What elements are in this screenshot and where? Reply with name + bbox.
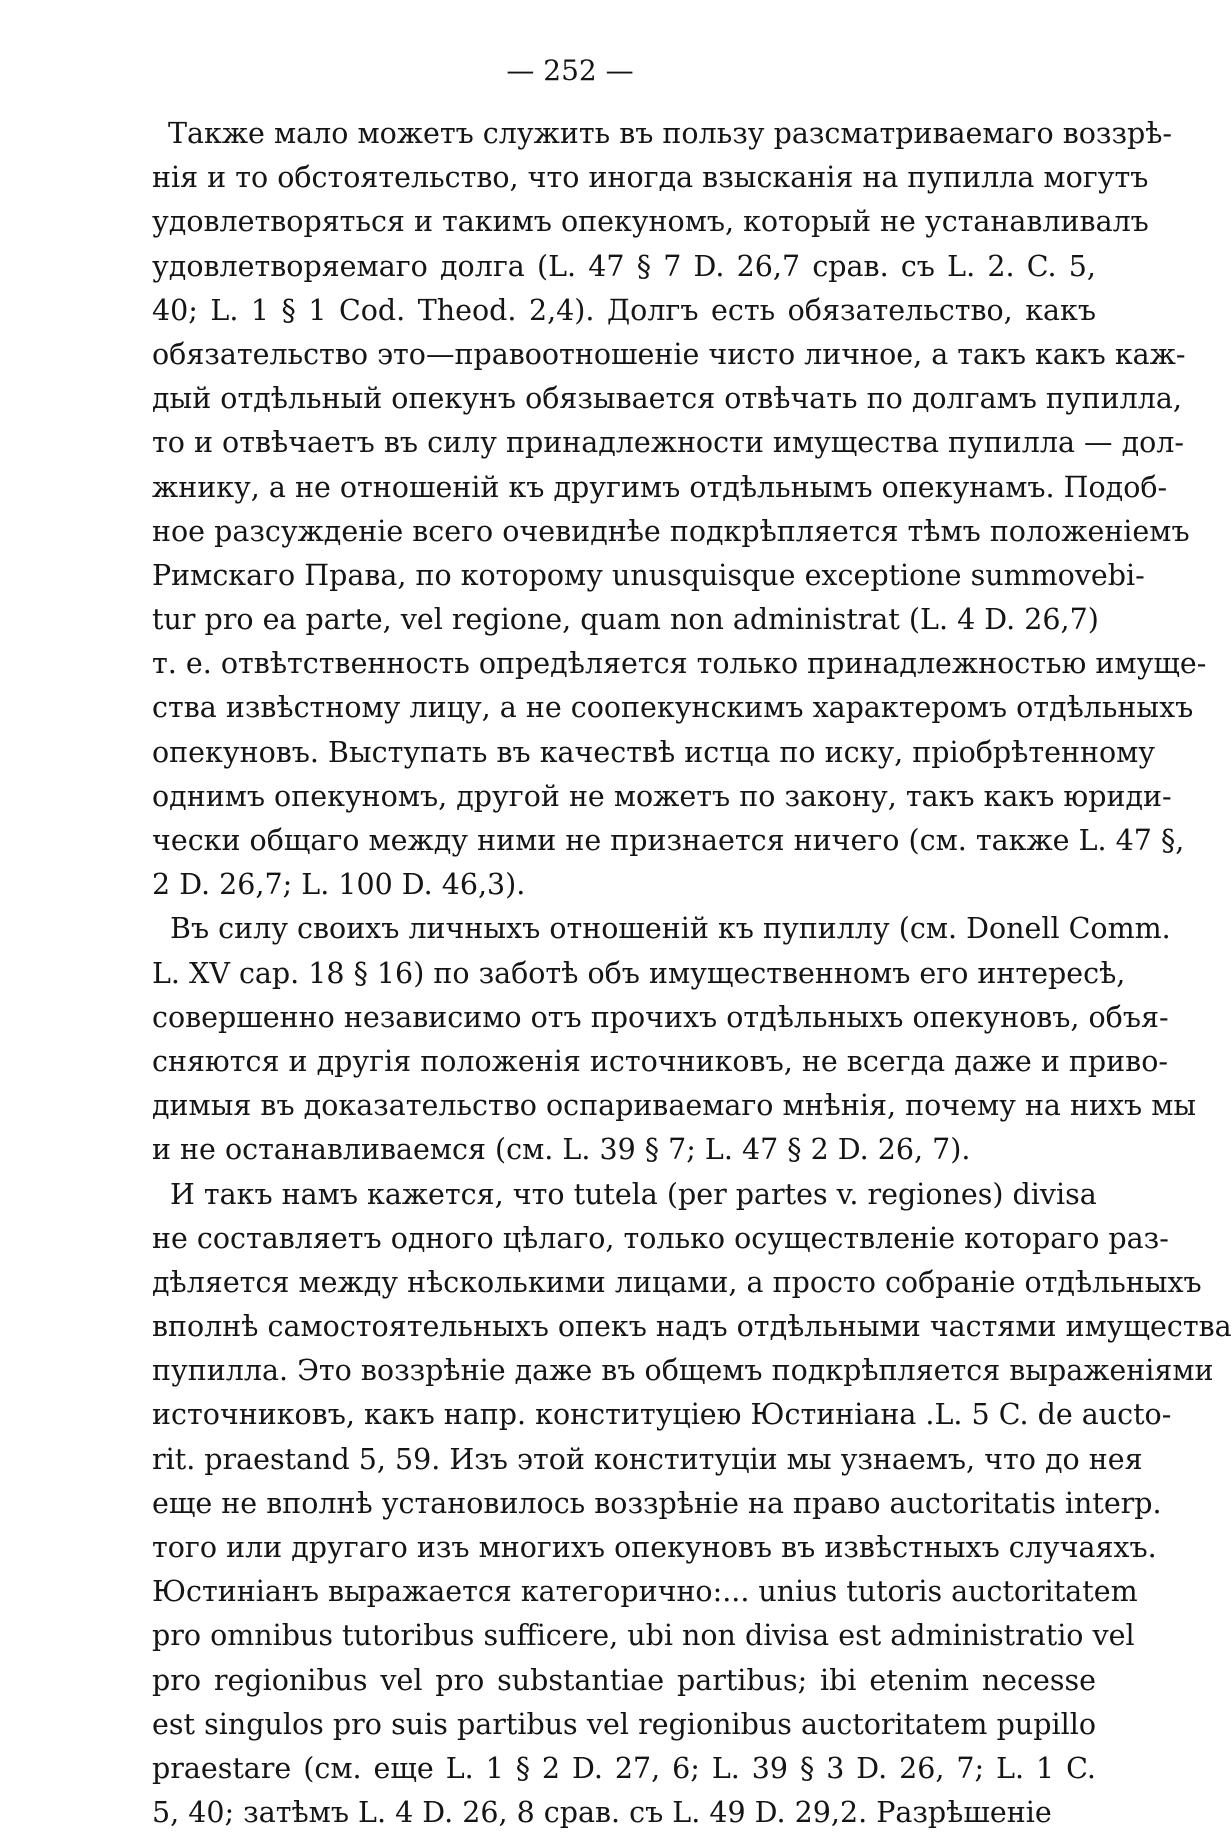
text-line: то и отвѣчаетъ въ силу принадлежности имущества пупилла — дол- [152, 421, 1096, 465]
text-body [152, 112, 1096, 1835]
text-line: вполнѣ самостоятельныхъ опекъ надъ отдѣльными частями имущества [152, 1305, 1096, 1349]
text-line: совершенно независимо отъ прочихъ отдѣльныхъ опекуновъ, объя- [152, 996, 1096, 1040]
page-number: — 252 — [0, 54, 1140, 87]
text-line: дый отдѣльный опекунъ обязывается отвѣчать по долгамъ пупилла, [152, 377, 1096, 421]
paragraph-3 [152, 1173, 1096, 1835]
paragraph-1 [152, 112, 1096, 907]
text-line: димыя въ доказательство оспариваемаго мнѣнія, почему на нихъ мы [152, 1084, 1096, 1128]
text-line: нія и то обстоятельство, что иногда взысканія на пупилла могутъ [152, 156, 1096, 200]
text-line: Юстиніанъ выражается категорично:... unius tutoris auctoritatem [152, 1570, 1096, 1614]
text-line: Также мало можетъ служить въ пользу разсматриваемаго воззрѣ- [152, 112, 1096, 156]
text-line: источниковъ, какъ напр. конституціею Юстиніана .L. 5 C. de aucto- [152, 1393, 1096, 1437]
text-line: и не останавливаемся (см. L. 39 § 7; L. 47 § 2 D. 26, 7). [152, 1128, 1096, 1172]
text-line: rit. praestand 5, 59. Изъ этой конституціи мы узнаемъ, что до нея [152, 1438, 1096, 1482]
text-line: еще не вполнѣ установилось воззрѣніе на право auctoritatis interp. [152, 1482, 1096, 1526]
text-line: И такъ намъ кажется, что tutela (per partes v. regiones) divisa [152, 1173, 1096, 1217]
text-line: pro regionibus vel pro substantiae partibus; ibi etenim necesse [152, 1659, 1096, 1703]
text-line: обязательство это—правоотношеніе чисто личное, а такъ какъ каж- [152, 333, 1096, 377]
text-line: дѣляется между нѣсколькими лицами, а просто собраніе отдѣльныхъ [152, 1261, 1096, 1305]
text-line: ства извѣстному лицу, а не соопекунскимъ характеромъ отдѣльныхъ [152, 686, 1096, 730]
text-line: сняются и другія положенія источниковъ, не всегда даже и приво- [152, 1040, 1096, 1084]
text-line: того или другаго изъ многихъ опекуновъ въ извѣстныхъ случаяхъ. [152, 1526, 1096, 1570]
text-line: удовлетворяться и такимъ опекуномъ, который не устанавливалъ [152, 200, 1096, 244]
text-line: 40; L. 1 § 1 Cod. Theod. 2,4). Долгъ есть обязательство, какъ [152, 289, 1096, 333]
text-line: Римскаго Права, по которому unusquisque exceptione summovebi- [152, 554, 1096, 598]
text-line: 5, 40; затѣмъ L. 4 D. 26, 8 срав. съ L. 49 D. 29,2. Разрѣшеніе [152, 1791, 1096, 1835]
text-line: однимъ опекуномъ, другой не можетъ по закону, такъ какъ юриди- [152, 775, 1096, 819]
paragraph-2 [152, 907, 1096, 1172]
text-line: жнику, а не отношеній къ другимъ отдѣльнымъ опекунамъ. Подоб- [152, 466, 1096, 510]
text-line: tur pro ea parte, vel regione, quam non administrat (L. 4 D. 26,7) [152, 598, 1096, 642]
text-line: L. XV cap. 18 § 16) по заботѣ объ имущественномъ его интересѣ, [152, 952, 1096, 996]
text-line: pro omnibus tutoribus sufficere, ubi non divisa est administratio vel [152, 1614, 1096, 1658]
text-line: praestare (см. еще L. 1 § 2 D. 27, 6; L. 39 § 3 D. 26, 7; L. 1 C. [152, 1747, 1096, 1791]
text-line: опекуновъ. Выступать въ качествѣ истца по иску, пріобрѣтенному [152, 731, 1096, 775]
text-line: чески общаго между ними не признается ничего (см. также L. 47 §, [152, 819, 1096, 863]
text-line: est singulos pro suis partibus vel regionibus auctoritatem pupillo [152, 1703, 1096, 1747]
text-line: т. е. отвѣтственность опредѣляется только принадлежностью имуще- [152, 642, 1096, 686]
text-line: Въ силу своихъ личныхъ отношеній къ пупиллу (см. Donell Comm. [152, 907, 1096, 951]
text-line: пупилла. Это воззрѣніе даже въ общемъ подкрѣпляется выраженіями [152, 1349, 1096, 1393]
text-line: не составляетъ одного цѣлаго, только осуществленіе котораго раз- [152, 1217, 1096, 1261]
text-line: ное разсужденіе всего очевиднѣе подкрѣпляется тѣмъ положеніемъ [152, 510, 1096, 554]
text-line: 2 D. 26,7; L. 100 D. 46,3). [152, 863, 1096, 907]
text-line: удовлетворяемаго долга (L. 47 § 7 D. 26,7 срав. съ L. 2. C. 5, [152, 245, 1096, 289]
